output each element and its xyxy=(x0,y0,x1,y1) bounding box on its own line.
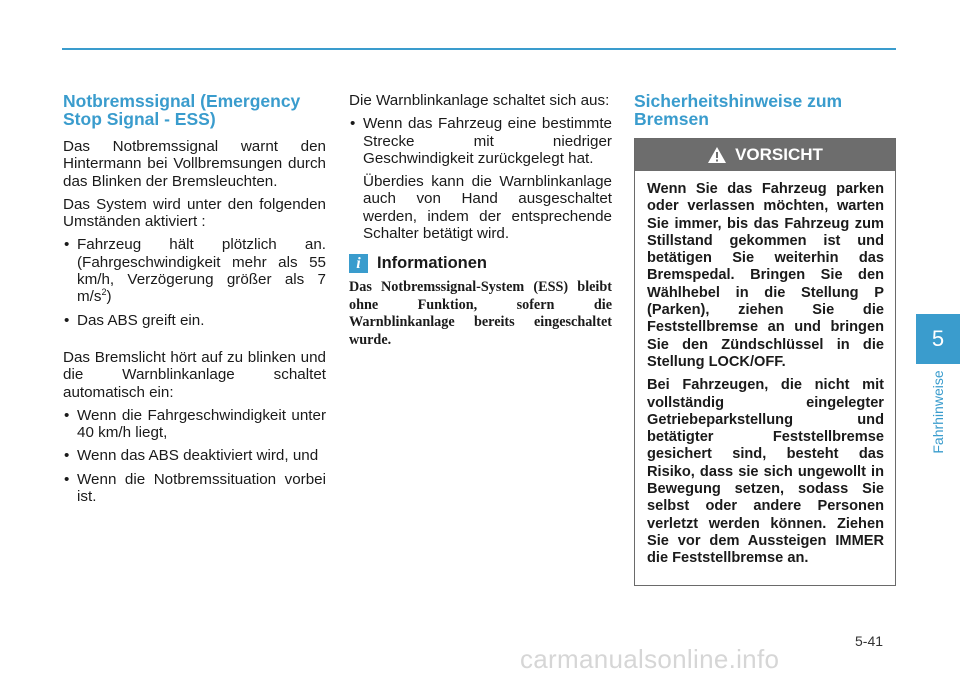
off-intro: Die Warnblinkanlage schaltet sich aus: xyxy=(349,92,610,109)
page-number: 5-41 xyxy=(855,633,884,649)
activation-intro: Das System wird unter den folgenden Umständen aktiviert : xyxy=(63,195,326,231)
auto-intro: Das Bremslicht hört auf zu blinken und die Warnblinkanlage schaltet automatisch ein: xyxy=(63,348,326,401)
info-header xyxy=(349,254,612,273)
info-text: Das Notbremssignal-System (ESS) bleibt ohne Funktion, sofern die Warnblinkanlage bereits eingeschaltet wurde. xyxy=(349,279,612,348)
off-list xyxy=(349,115,612,167)
caution-header xyxy=(635,139,895,171)
list-item: • Wenn das ABS deaktiviert wird, und xyxy=(63,447,326,464)
caution-paragraph-1: Wenn Sie das Fahrzeug parken oder verlassen möchten, warten Sie immer, bis das Fahrzeug zum Stillstand gekommen ist und betätigen Sie weiterhin das Bremspedal. Bringen Sie den Wählhebel in die Stellung P (Parken), ziehen Sie die Feststellbremse an und bringen Sie den Zündschlüssel in die Stellung LOCK/OFF. xyxy=(647,181,884,370)
section-heading-ess: Notbremssignal (Emergency Stop Signal - ESS) xyxy=(63,91,301,129)
column-right xyxy=(634,92,896,586)
list-item: • Fahrzeug hält plötzlich an. (Fahrgeschwindigkeit mehr als 55 km/h, Verzögerung größer als 7 $m/s^2$) xyxy=(63,236,326,305)
list-item: • Wenn die Notbremssituation vorbei ist. xyxy=(63,471,326,506)
list-item: • Das ABS greift ein. xyxy=(63,312,326,329)
chapter-number-tab: 5 xyxy=(916,314,960,364)
column-middle xyxy=(349,92,612,349)
top-rule xyxy=(62,48,896,50)
caution-body xyxy=(635,171,895,568)
caution-label: VORSICHT xyxy=(735,145,823,164)
list-item: • Wenn das Fahrzeug eine bestimmte Strecke mit niedriger Geschwindigkeit zurückgelegt hat. xyxy=(349,115,612,167)
watermark: carmanualsonline.info xyxy=(520,644,780,674)
warning-triangle-icon xyxy=(707,146,727,164)
chapter-label xyxy=(918,366,958,458)
list-item: • Wenn die Fahrgeschwindigkeit unter 40 km/h liegt, xyxy=(63,407,326,442)
auto-list xyxy=(63,407,326,505)
caution-paragraph-2: Bei Fahrzeugen, die nicht mit vollständig eingelegter Getriebeparkstellung und betätigter Feststellbremse gesichert sind, besteht das Risiko, dass sie sich ungewollt in Bewegung setzen, sodass Sie selbst oder andere Personen verletzt werden können. Ziehen Sie vor dem Aussteigen IMMER die Feststellbremse an. xyxy=(647,377,884,567)
caution-box xyxy=(634,138,896,586)
section-heading-safety: Sicherheitshinweise zum Bremsen xyxy=(634,91,843,129)
off-note: Überdies kann die Warnblinkanlage auch von Hand ausgeschaltet werden, indem der entsprechende Schalter betätigt wird. xyxy=(363,173,612,243)
chapter-label-text: Fahrhinweise xyxy=(930,370,946,454)
column-left xyxy=(63,92,326,511)
info-icon: i xyxy=(349,254,368,273)
info-title: Informationen xyxy=(377,254,487,273)
ess-intro: Das Notbremssignal warnt den Hintermann bei Vollbremsungen durch das Blinken der Bremsleuchten. xyxy=(63,138,326,190)
activation-list xyxy=(63,236,326,328)
